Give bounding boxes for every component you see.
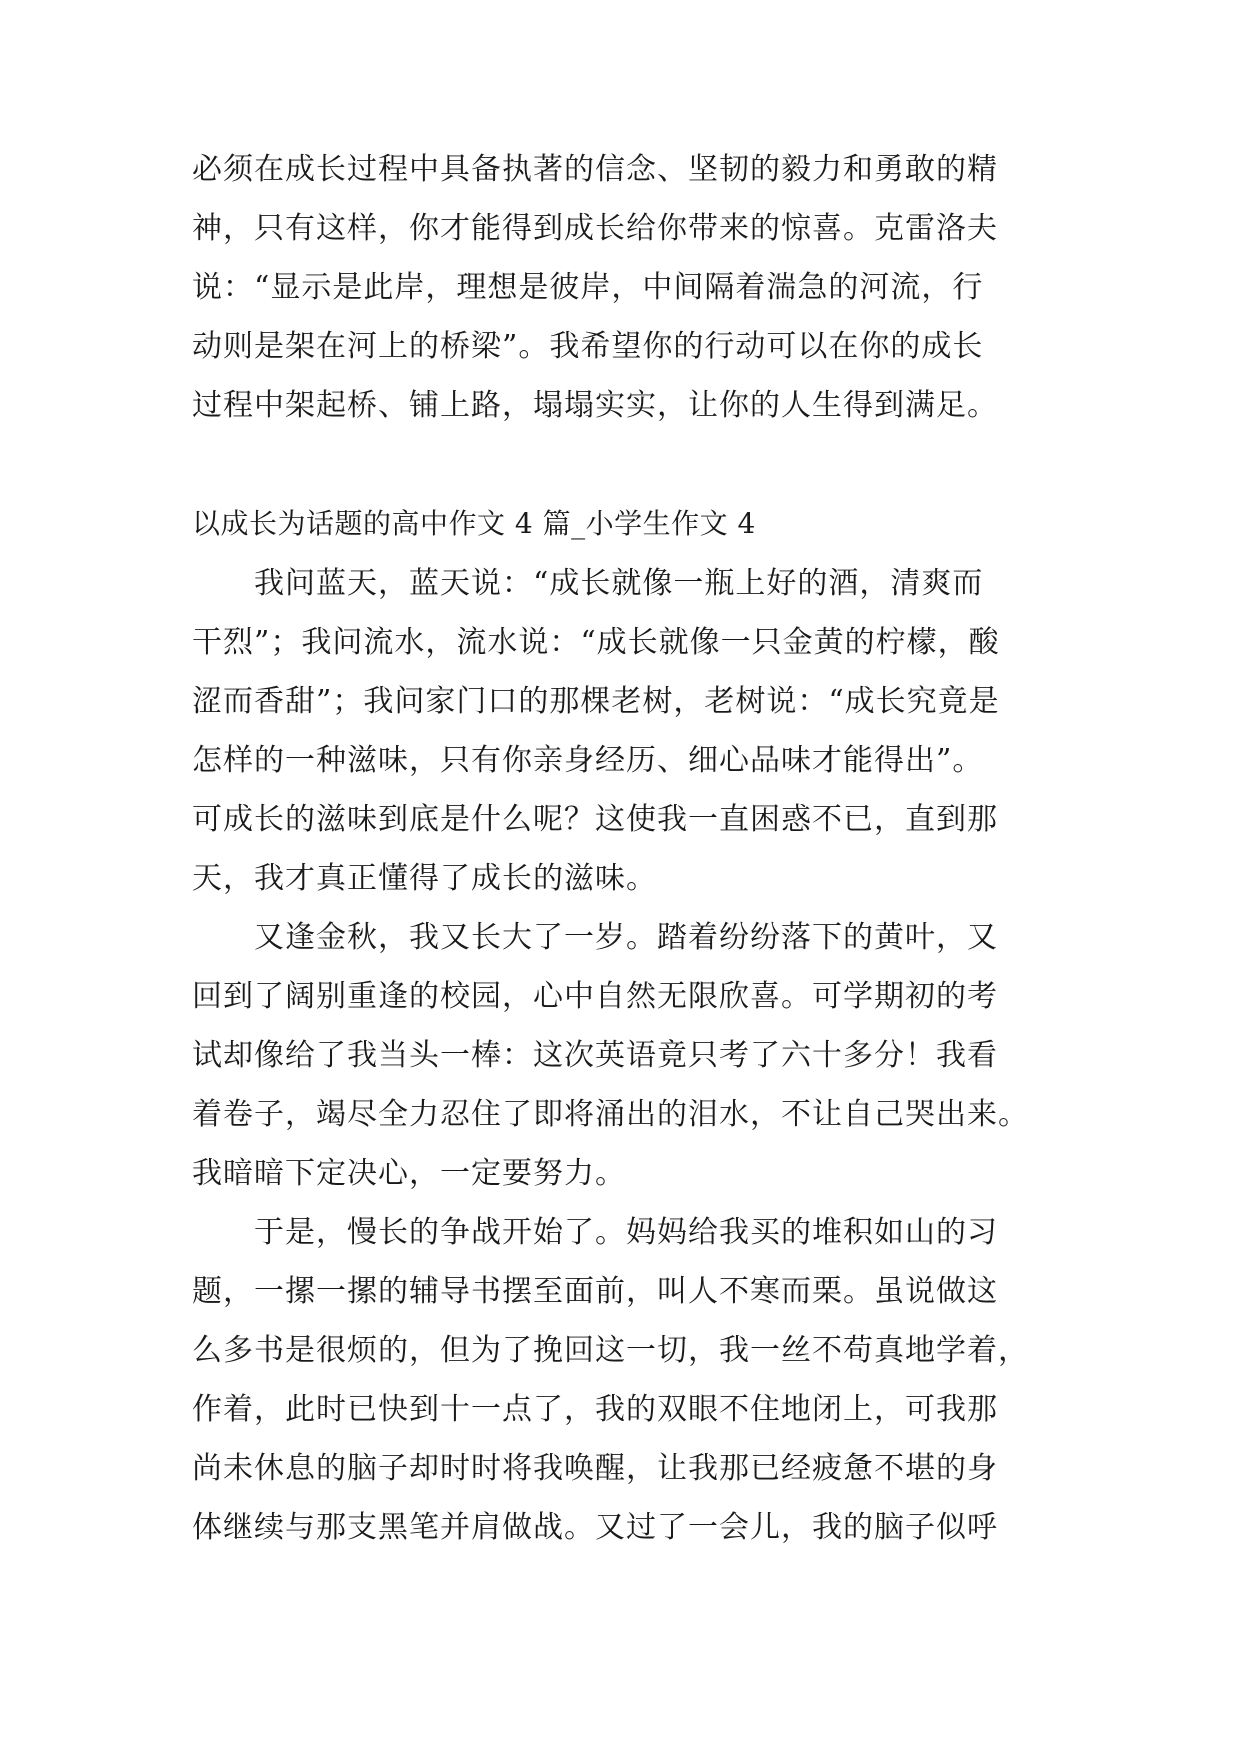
text-line: 怎样的一种滋味，只有你亲身经历、细心品味才能得出”。 <box>192 743 984 778</box>
text-line: 作着，此时已快到十一点了，我的双眼不住地闭上，可我那 <box>192 1392 998 1427</box>
text-line: 又逢金秋，我又长大了一岁。踏着纷纷落下的黄叶，又 <box>192 920 998 955</box>
text-line: 我暗暗下定决心，一定要努力。 <box>192 1156 626 1191</box>
text-line: 可成长的滋味到底是什么呢？这使我一直困惑不已，直到那 <box>192 802 998 837</box>
text-line: 动则是架在河上的桥梁”。我希望你的行动可以在你的成长 <box>192 329 984 364</box>
text-line: 天，我才真正懂得了成长的滋味。 <box>192 861 657 896</box>
text-line: 我问蓝天，蓝天说：“成长就像一瓶上好的酒，清爽而 <box>192 566 984 601</box>
text-line: 干烈”；我问流水，流水说：“成长就像一只金黄的柠檬，酸 <box>192 625 1000 660</box>
text-line: 说：“显示是此岸，理想是彼岸，中间隔着湍急的河流，行 <box>192 270 984 305</box>
text-line: 回到了阔别重逢的校园，心中自然无限欣喜。可学期初的考 <box>192 979 998 1014</box>
text-line: 尚未休息的脑子却时时将我唤醒，让我那已经疲惫不堪的身 <box>192 1451 998 1486</box>
text-line: 体继续与那支黑笔并肩做战。又过了一会儿，我的脑子似呼 <box>192 1510 998 1545</box>
text-line: 过程中架起桥、铺上路，塌塌实实，让你的人生得到满足。 <box>192 388 998 423</box>
essay-title: 以成长为话题的高中作文 4 篇_小学生作文 4 <box>192 507 756 540</box>
text-line: 么多书是很烦的，但为了挽回这一切，我一丝不苟真地学着， <box>192 1333 1029 1368</box>
text-line: 试却像给了我当头一棒：这次英语竟只考了六十多分！我看 <box>192 1038 998 1073</box>
text-line: 着卷子，竭尽全力忍住了即将涌出的泪水，不让自己哭出来。 <box>192 1097 1029 1132</box>
text-line: 神，只有这样，你才能得到成长给你带来的惊喜。克雷洛夫 <box>192 211 998 246</box>
text-line: 涩而香甜”；我问家门口的那棵老树，老树说：“成长究竟是 <box>192 684 1000 719</box>
text-line: 必须在成长过程中具备执著的信念、坚韧的毅力和勇敢的精 <box>192 152 998 187</box>
text-line: 于是，慢长的争战开始了。妈妈给我买的堆积如山的习 <box>192 1215 998 1250</box>
text-line: 题，一摞一摞的辅导书摆至面前，叫人不寒而栗。虽说做这 <box>192 1274 998 1309</box>
